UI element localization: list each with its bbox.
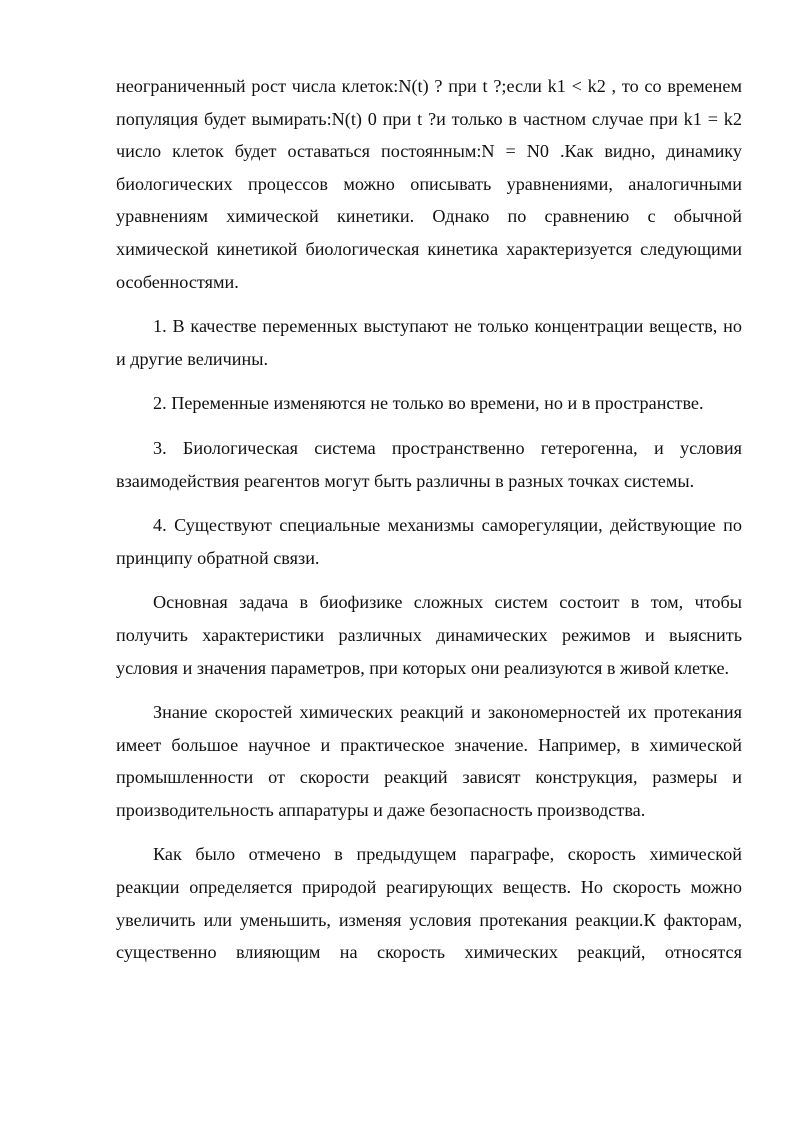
document-page bbox=[116, 70, 742, 969]
list-item-1: 1. В качестве переменных выступают не только концентрации веществ, но и другие величины. bbox=[116, 316, 742, 369]
paragraph-reaction-rates: Знание скоростей химических реакций и закономерностей их протекания имеет большое научное и практическое значение. Например, в химической промышленности от скорости реакций зависят конструкция, размеры и производительность аппаратуры и даже безопасность производства. bbox=[116, 702, 742, 820]
paragraph-factors: Как было отмечено в предыдущем параграфе, скорость химической реакции определяется природой реагирующих веществ. Но скорость можно увеличить или уменьшить, изменяя условия протекания реакции.К факторам, существенно влияющим на скорость химических реакций, относятся bbox=[116, 844, 742, 963]
paragraph-continuation: неограниченный рост числа клеток:N(t) ? при t ?;если k1 < k2 , то со временем популяция будет вымирать:N(t) 0 при t ?и только в частном случае при k1 = k2 число клеток будет оставаться постоянным:N = N0 .Как видно, динамику биологических процессов можно описывать уравнениями, аналогичными уравнениям химической кинетики. Однако по сравнению с обычной химической кинетикой биологическая кинетика характеризуется следующими особенностями. bbox=[116, 76, 742, 292]
list-item-4: 4. Существуют специальные механизмы саморегуляции, действующие по принципу обратной связи. bbox=[116, 515, 742, 568]
paragraph-main-task: Основная задача в биофизике сложных систем состоит в том, чтобы получить характеристики различных динамических режимов и выяснить условия и значения параметров, при которых они реализуются в живой клетке. bbox=[116, 592, 742, 678]
list-item-3: 3. Биологическая система пространственно гетерогенна, и условия взаимодействия реагентов могут быть различны в разных точках системы. bbox=[116, 437, 742, 491]
list-item-2: 2. Переменные изменяются не только во времени, но и в пространстве. bbox=[153, 393, 704, 414]
